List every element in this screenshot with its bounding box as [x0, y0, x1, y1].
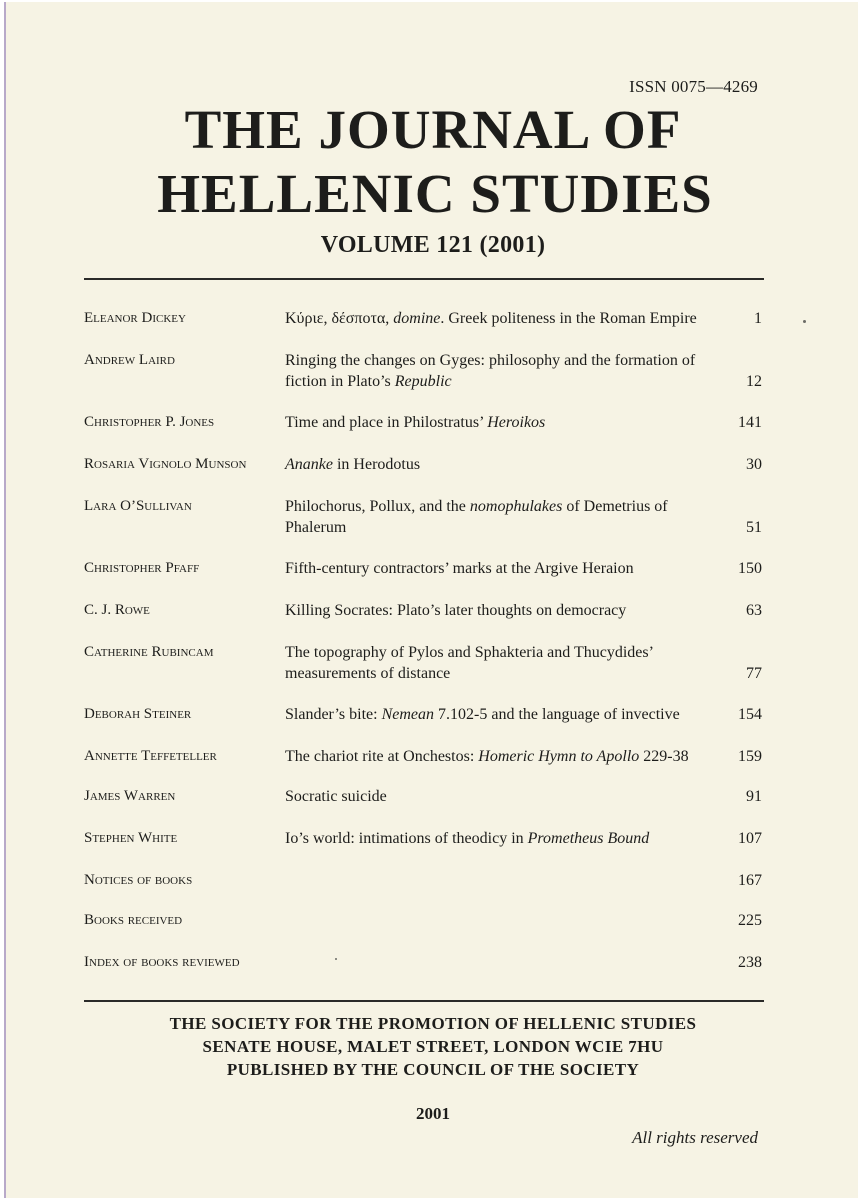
- toc-entry: [6, 412, 860, 452]
- toc-entry: [6, 910, 860, 950]
- toc-title-italic-segment: Homeric Hymn to Apollo: [478, 748, 640, 765]
- toc-title-segment: in Herodotus: [332, 456, 421, 473]
- toc-page-number: 154: [738, 706, 762, 723]
- toc-title-segment: Socratic suicide: [285, 788, 387, 805]
- toc-title-segment: . Greek politeness in the Roman Empire: [440, 310, 697, 327]
- toc-title-segment: Slander’s bite:: [285, 706, 382, 723]
- journal-cover: [4, 2, 858, 1198]
- toc-title-italic-segment: Ananke: [285, 456, 333, 473]
- toc-page-number: 1: [754, 310, 762, 327]
- toc-entry: [6, 704, 860, 744]
- issn-number: ISSN 0075—4269: [629, 77, 758, 96]
- volume-label: VOLUME 121 (2001): [320, 232, 546, 258]
- toc-page-number: 238: [738, 954, 762, 971]
- toc-entry: [6, 642, 860, 682]
- paper-speck: [335, 958, 337, 960]
- toc-page-number: 159: [738, 748, 762, 765]
- toc-article-title: [285, 308, 725, 329]
- rights-notice: All rights reserved: [632, 1128, 758, 1147]
- toc-title-segment: 7.102-5 and the language of invective: [434, 706, 680, 723]
- toc-title-segment: Κύριε, δέσποτα,: [285, 310, 394, 327]
- toc-author: Rosaria Vignolo Munson: [84, 456, 247, 472]
- toc-author: Books received: [84, 912, 183, 928]
- journal-title-line-2: HELLENIC STUDIES: [157, 163, 713, 224]
- toc-entry: [6, 454, 860, 494]
- toc-page-number: 107: [738, 830, 762, 847]
- paper-speck: [803, 320, 806, 323]
- toc-author: Notices of books: [84, 872, 193, 888]
- toc-page-number: 225: [738, 912, 762, 929]
- toc-title-segment: Io’s world: intimations of theodicy in: [285, 830, 528, 847]
- toc-title-segment: Killing Socrates: Plato’s later thoughts on democracy: [285, 602, 627, 619]
- toc-title-segment: Ringing the changes on Gyges: philosophy and the formation of fiction in Plato’s: [285, 352, 696, 390]
- toc-author: Eleanor Dickey: [84, 310, 186, 326]
- toc-author: Deborah Steiner: [84, 706, 192, 722]
- toc-title-italic-segment: nomophulakes: [469, 498, 563, 515]
- toc-article-title: [285, 558, 725, 579]
- toc-article-title: [285, 412, 725, 433]
- toc-page-number: 63: [746, 602, 762, 619]
- toc-author: Catherine Rubincam: [84, 644, 214, 660]
- toc-author: Christopher Pfaff: [84, 560, 200, 576]
- toc-title-segment: Time and place in Philostratus’: [285, 414, 488, 431]
- bottom-divider: [84, 1000, 764, 1002]
- toc-title-segment: Philochorus, Pollux, and the: [285, 498, 470, 515]
- toc-entry: [6, 496, 860, 536]
- toc-entry: [6, 952, 860, 992]
- toc-title-segment: of Demetrius of Phalerum: [285, 498, 668, 536]
- toc-entry: [6, 600, 860, 640]
- toc-entry: [6, 350, 860, 390]
- toc-title-italic-segment: Prometheus Bound: [527, 830, 650, 847]
- toc-entry: [6, 870, 860, 910]
- toc-page-number: 91: [746, 788, 762, 805]
- toc-article-title: [285, 496, 725, 538]
- toc-author: Index of books reviewed: [84, 954, 240, 970]
- toc-author: Lara O’Sullivan: [84, 498, 192, 514]
- toc-title-segment: 229-38: [639, 748, 689, 765]
- toc-article-title: [285, 600, 725, 621]
- toc-entry: [6, 746, 860, 786]
- toc-title-italic-segment: Heroikos: [487, 414, 546, 431]
- toc-title-italic-segment: Republic: [394, 373, 452, 390]
- toc-page-number: 150: [738, 560, 762, 577]
- toc-article-title: [285, 828, 725, 849]
- toc-page-number: 141: [738, 414, 762, 431]
- toc-article-title: [285, 454, 725, 475]
- toc-title-segment: Fifth-century contractors’ marks at the Argive Heraion: [285, 560, 634, 577]
- publisher-address: SENATE HOUSE, MALET STREET, LONDON WCIE 7HU: [202, 1037, 664, 1056]
- toc-page-number: 77: [746, 665, 762, 682]
- toc-title-italic-segment: domine: [393, 310, 441, 327]
- toc-author: Stephen White: [84, 830, 178, 846]
- toc-page-number: 30: [746, 456, 762, 473]
- publisher-council: PUBLISHED BY THE COUNCIL OF THE SOCIETY: [226, 1060, 640, 1079]
- toc-author: James Warren: [84, 788, 176, 804]
- toc-author: C. J. Rowe: [84, 602, 150, 618]
- toc-author: Christopher P. Jones: [84, 414, 215, 430]
- toc-article-title: [285, 786, 725, 807]
- publication-year: 2001: [416, 1104, 450, 1123]
- toc-entry: [6, 786, 860, 826]
- publisher-society: THE SOCIETY FOR THE PROMOTION OF HELLENIC STUDIES: [169, 1014, 697, 1033]
- toc-article-title: [285, 746, 725, 767]
- toc-article-title: [285, 704, 725, 725]
- journal-title-line-1: THE JOURNAL OF: [184, 99, 682, 160]
- toc-page-number: 51: [746, 519, 762, 536]
- toc-article-title: [285, 642, 725, 684]
- toc-entry: [6, 308, 860, 348]
- toc-entry: [6, 828, 860, 868]
- toc-entry: [6, 558, 860, 598]
- toc-title-segment: The topography of Pylos and Sphakteria and Thucydides’ measurements of distance: [285, 644, 653, 682]
- toc-title-segment: The chariot rite at Onchestos:: [285, 748, 479, 765]
- toc-page-number: 167: [738, 872, 762, 889]
- toc-title-italic-segment: Nemean: [381, 706, 435, 723]
- toc-author: Annette Teffeteller: [84, 748, 217, 764]
- toc-author: Andrew Laird: [84, 352, 175, 368]
- toc-article-title: [285, 350, 725, 392]
- toc-page-number: 12: [746, 373, 762, 390]
